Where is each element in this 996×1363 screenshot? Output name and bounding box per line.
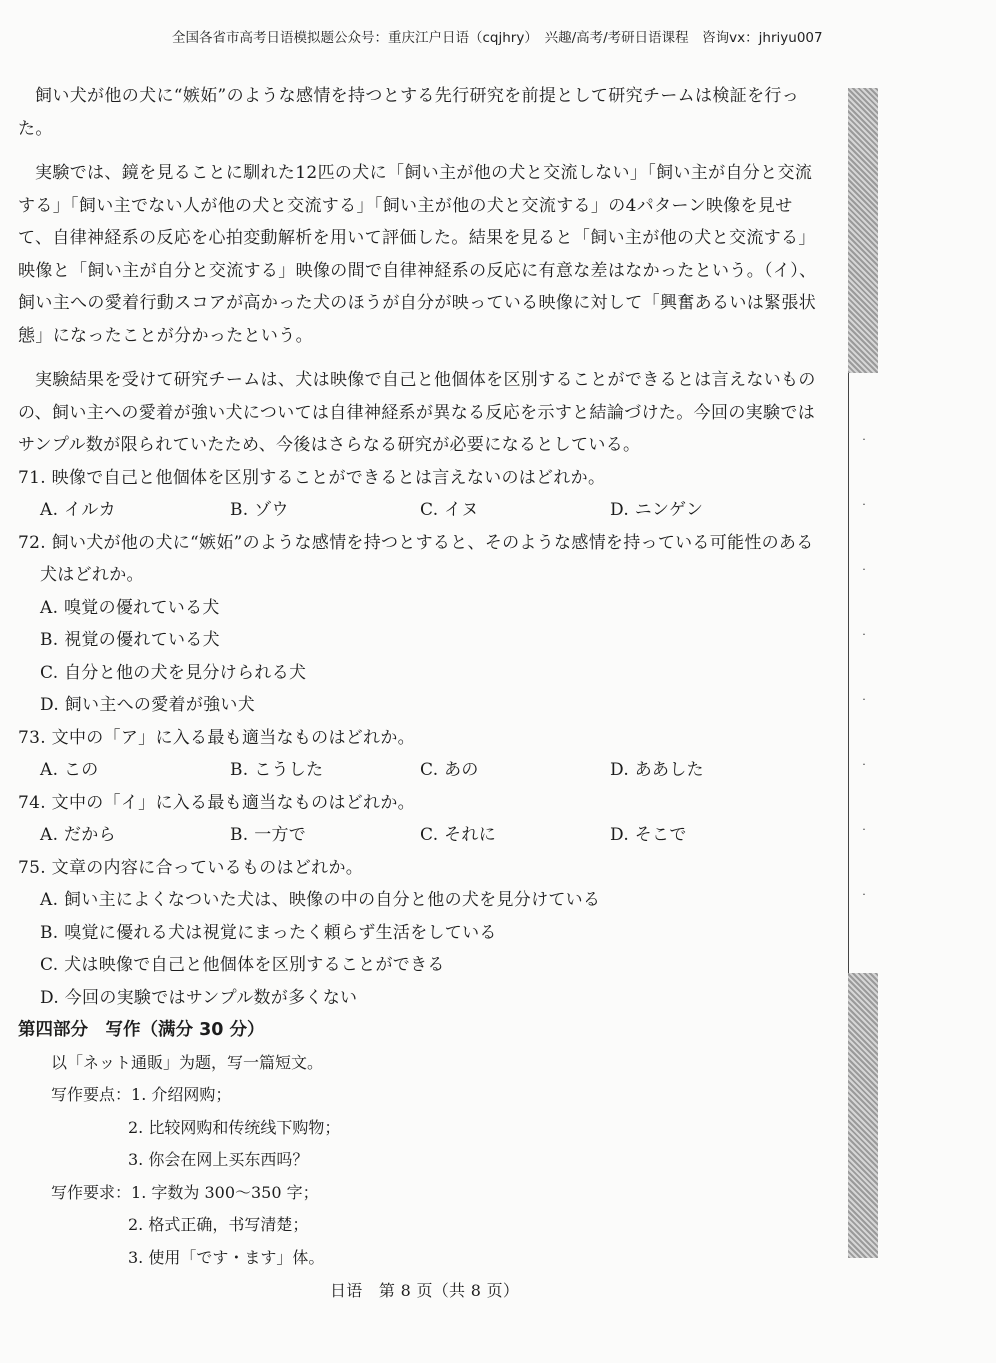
- question-71: [18, 462, 818, 527]
- option-a: A. だから: [40, 825, 116, 845]
- binding-tick-mark: ·: [862, 433, 866, 446]
- writing-point-1: 1. 介绍网购；: [131, 1085, 232, 1104]
- writing-section: [18, 1014, 818, 1274]
- question-75: [18, 852, 818, 1015]
- question-stem: 73. 文中の「ア」に入る最も適当なものはどれか。: [18, 727, 415, 748]
- option-b: B. 視覚の優れている犬: [40, 630, 220, 650]
- option-b: B. こうした: [230, 760, 324, 780]
- option-d: D. ああした: [610, 760, 704, 780]
- writing-requirement-1: 1. 字数为 300～350 字；: [131, 1182, 319, 1202]
- option-d: D. そこで: [610, 825, 687, 845]
- option-c: C. イヌ: [420, 500, 479, 520]
- binding-tick-mark: ·: [862, 758, 866, 771]
- option-list: [18, 884, 818, 1014]
- page-footer: 日语 第 8 页（共 8 页）: [330, 1281, 520, 1300]
- option-b: B. 一方で: [230, 825, 307, 845]
- question-74: [18, 787, 818, 852]
- option-d: D. 飼い主への愛着が強い犬: [40, 695, 256, 715]
- option-list: [18, 819, 818, 852]
- writing-point-2: 2. 比较网购和传统线下购物；: [128, 1117, 341, 1137]
- option-a: A. 嗅覚の優れている犬: [40, 597, 220, 618]
- binding-strip-shaded-top: [848, 88, 878, 373]
- passage-paragraph-1: 飼い犬が他の犬に“嫉妬”のような感情を持つとする先行研究を前提として研究チームは検証を行った。: [18, 86, 800, 139]
- binding-margin-strip: [848, 88, 879, 1258]
- passage-paragraph-2: 実験では、鏡を見ることに馴れた12匹の犬に「飼い主が他の犬と交流しない」「飼い主が自分と交流する」「飼い主でない人が他の犬と交流する」「飼い主が他の犬と交流する」の4パターン映像を見せて、自律神経系の反応を心拍変動解析を用いて評価した。結果を見ると「飼い主が他の犬と交流する」映像と「飼い主が自分と交流する」映像の間で自律神経系の反応に有意な差はなかったという。（イ）、飼い主への愛着行動スコアが高かった犬のほうが自分が映っている映像に対して「興奮あるいは緊張状態」になったことが分かったという。: [18, 163, 817, 346]
- page-header: 全国各省市高考日语模拟题公众号：重庆江户日语（cqjhry） 兴趣/高考/考研日语课程 咨询vx：jhriyu007: [172, 30, 823, 46]
- page-content: [18, 80, 818, 1274]
- binding-tick-mark: ·: [862, 563, 866, 576]
- option-d: D. ニンゲン: [610, 500, 704, 520]
- option-d: D. 今回の実験ではサンプル数が多くない: [40, 987, 358, 1008]
- option-list: [18, 494, 818, 527]
- option-list: [18, 754, 818, 787]
- question-stem-continued: 犬はどれか。: [40, 565, 144, 585]
- writing-prompt: 以「ネット通販」为题，写一篇短文。: [51, 1052, 324, 1072]
- option-b: B. ゾウ: [230, 500, 289, 520]
- option-c: C. あの: [420, 760, 479, 780]
- option-a: A. イルカ: [40, 500, 116, 520]
- passage-paragraph-3: 実験結果を受けて研究チームは、犬は映像で自己と他個体を区別することができるとは言えないものの、飼い主への愛着が強い犬については自律神経系が異なる反応を示すと結論づけた。今回の実験ではサンプル数が限られていたため、今後はさらなる研究が必要になるとしている。: [18, 370, 816, 455]
- option-b: B. 嗅覚に優れる犬は視覚にまったく頼らず生活をしている: [40, 922, 497, 943]
- binding-tick-mark: ·: [862, 628, 866, 641]
- option-c: C. それに: [420, 825, 497, 845]
- reading-passage: [18, 80, 818, 462]
- option-c: C. 犬は映像で自己と他個体を区別することができる: [40, 955, 445, 975]
- binding-tick-mark: ·: [862, 888, 866, 901]
- binding-tick-mark: ·: [862, 498, 866, 511]
- writing-requirement-3: 3. 使用「です・ます」体。: [128, 1247, 325, 1267]
- writing-point-3: 3. 你会在网上买东西吗？: [128, 1150, 309, 1169]
- option-a: A. 飼い主によくなついた犬は、映像の中の自分と他の犬を見分けている: [40, 890, 601, 910]
- binding-tick-mark: ·: [862, 693, 866, 706]
- question-72: [18, 527, 818, 722]
- writing-requirements-label: 写作要求：: [51, 1182, 132, 1202]
- option-c: C. 自分と他の犬を見分けられる犬: [40, 662, 307, 683]
- question-stem: 74. 文中の「イ」に入る最も適当なものはどれか。: [18, 792, 415, 813]
- option-a: A. この: [40, 760, 99, 780]
- writing-points-label: 写作要点：: [51, 1085, 132, 1104]
- question-73: [18, 722, 818, 787]
- section-title: 第四部分 写作（满分 30 分）: [18, 1020, 265, 1040]
- writing-points-row: [18, 1079, 818, 1112]
- question-stem: 72. 飼い犬が他の犬に“嫉妬”のような感情を持つとすると、そのような感情を持っている可能性のある: [18, 532, 814, 553]
- binding-tick-mark: ·: [862, 823, 866, 836]
- question-stem: 71. 映像で自己と他個体を区別することができるとは言えないのはどれか。: [18, 467, 606, 488]
- writing-requirement-2: 2. 格式正确，书写清楚；: [128, 1215, 309, 1234]
- option-list: [18, 592, 818, 722]
- question-stem: 75. 文章の内容に合っているものはどれか。: [18, 857, 364, 878]
- binding-strip-shaded-bottom: [848, 973, 878, 1258]
- writing-requirements-row: [18, 1177, 818, 1210]
